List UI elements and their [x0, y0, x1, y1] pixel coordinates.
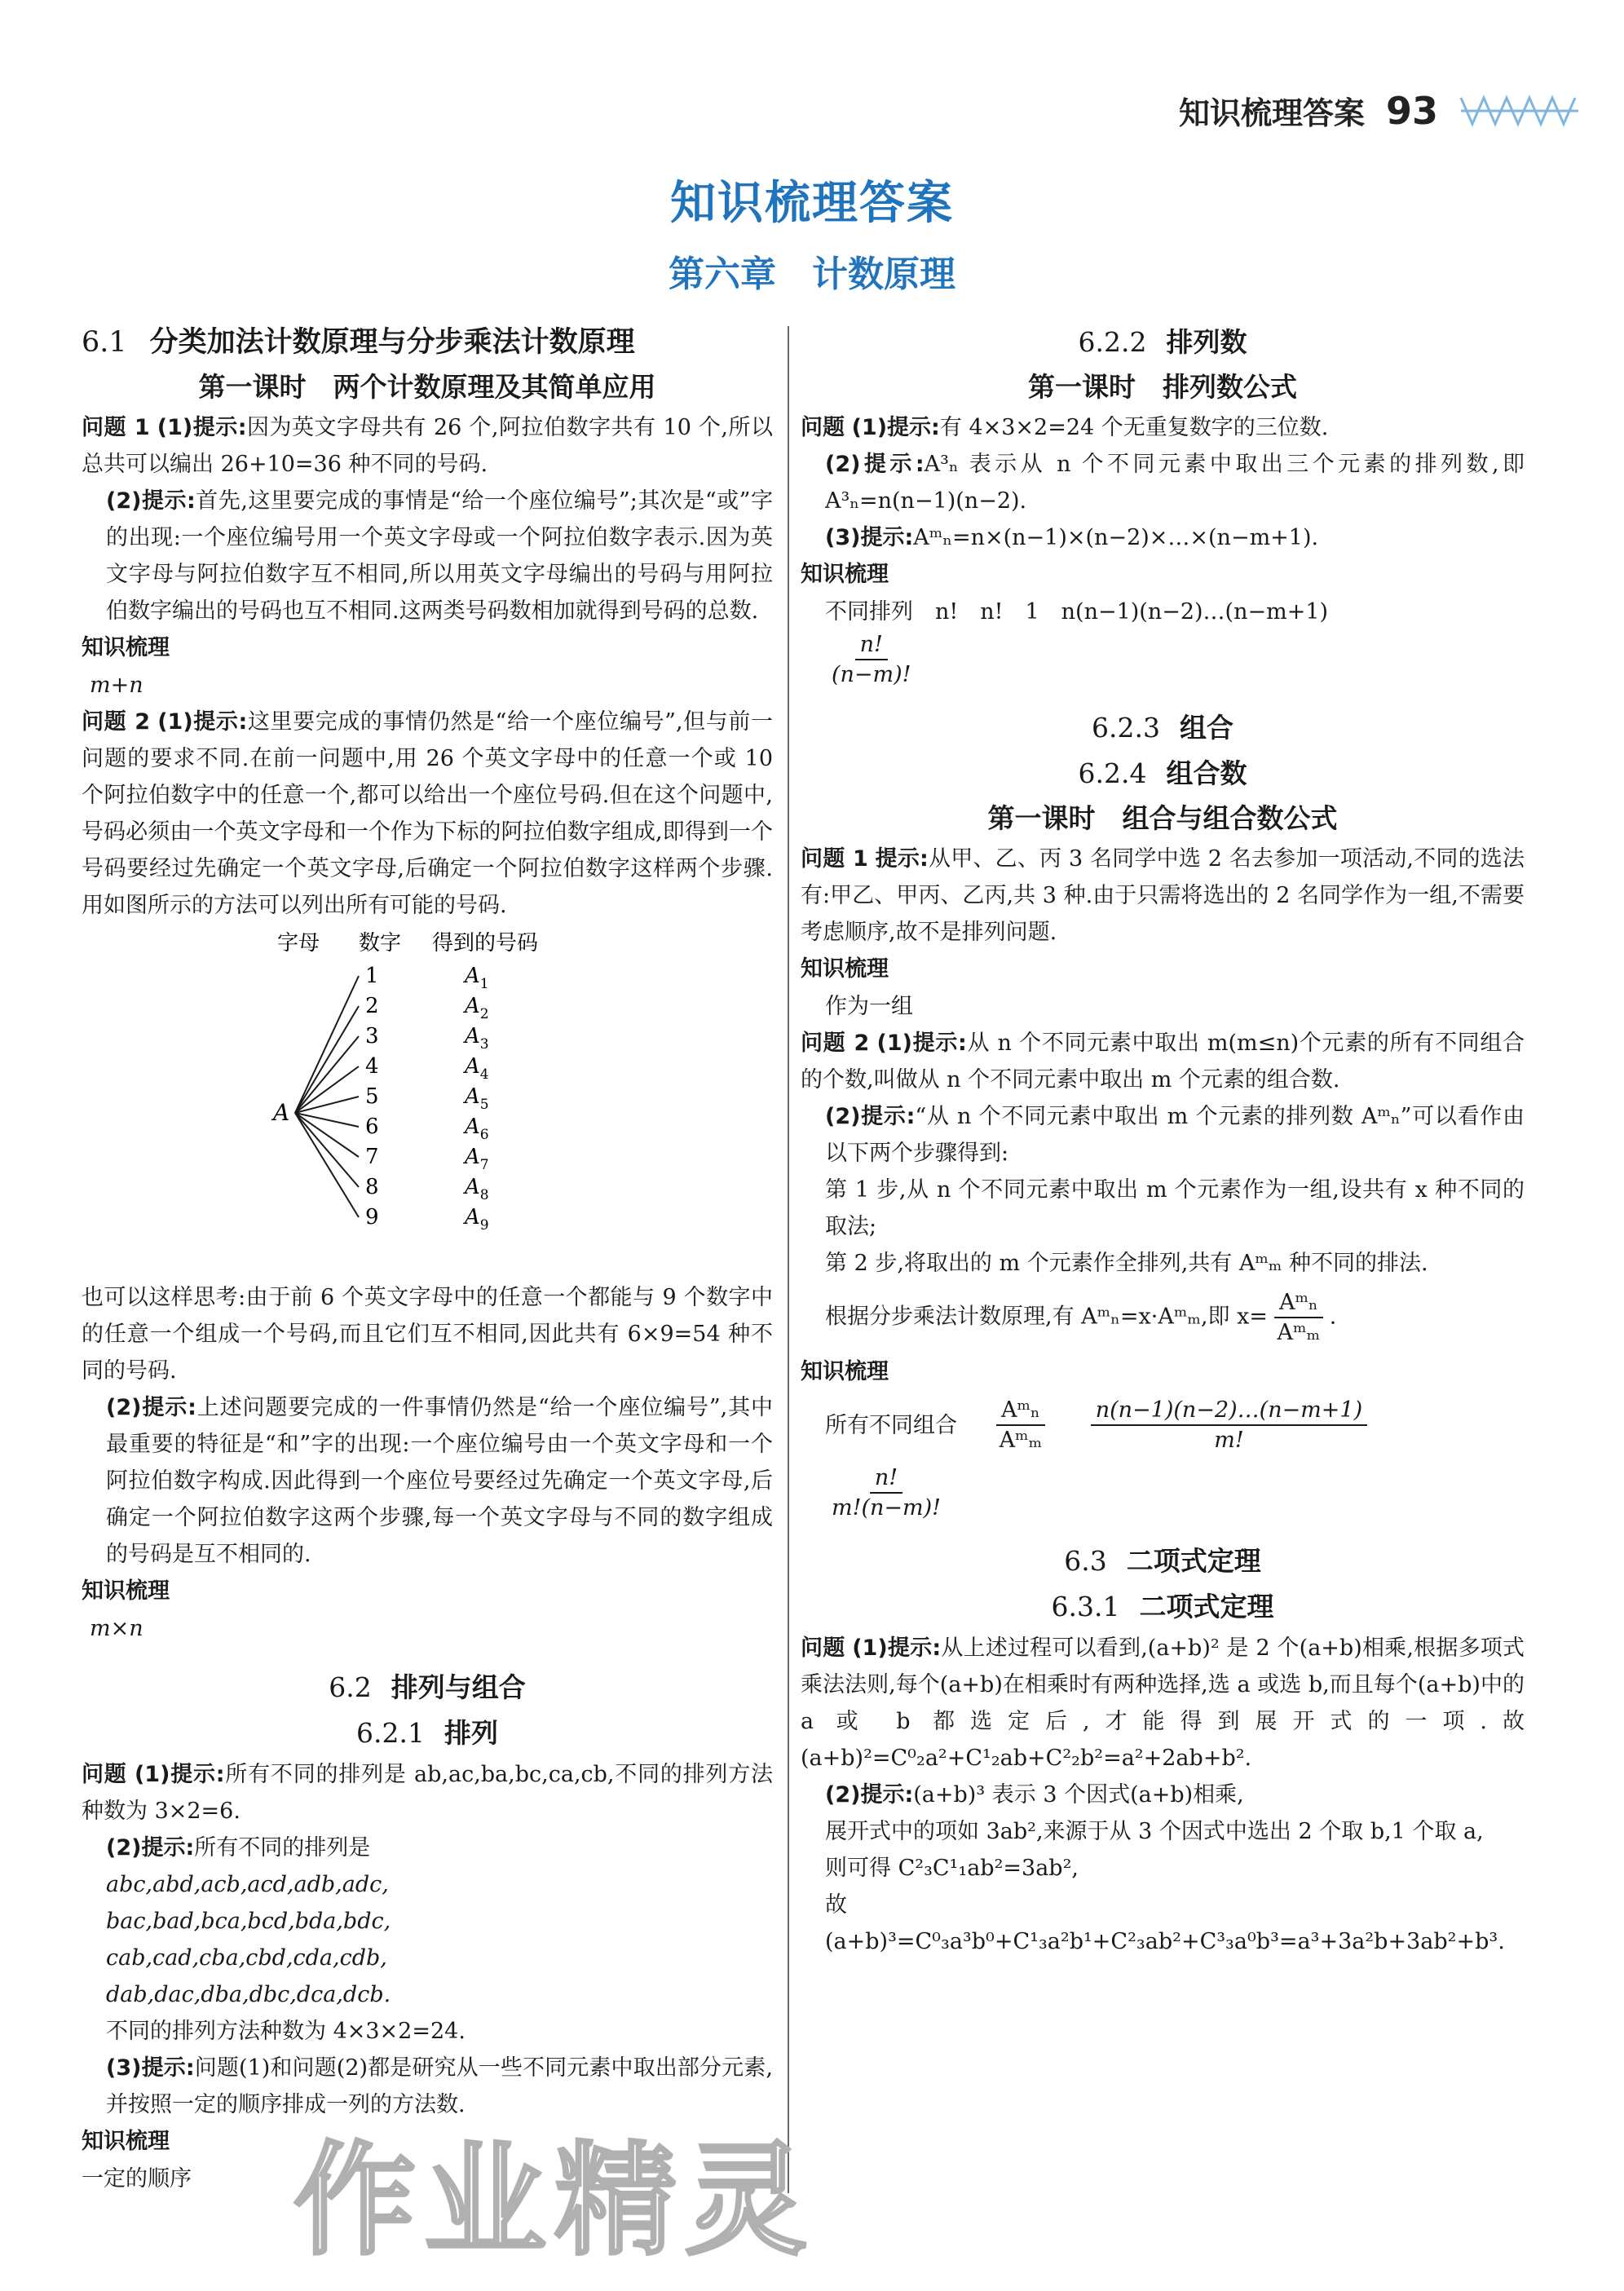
- question-binomial: [801, 1630, 1525, 1777]
- knowledge-answer-fraction: [801, 1463, 1525, 1522]
- subsection-title: 二项式定理: [1139, 1590, 1274, 1622]
- hint-part-2: [801, 1777, 1525, 1813]
- hint-label: (1)提示:: [852, 1635, 942, 1661]
- hint-text: 问题(1)和问题(2)都是研究从一些不同元素中取出部分元素,并按照一定的顺序排成一列的方法数.: [106, 2055, 774, 2117]
- permutation-list-row: dab,dac,dba,dbc,dca,dcb.: [106, 1982, 391, 2007]
- fraction: [996, 1396, 1045, 1454]
- hint-part-2: [801, 446, 1525, 519]
- hint-text: 首先,这里要完成的事情是“给一个座位编号”;其次是“或”字的出现:一个座位编号用一个英文字母或一个阿拉伯数字表示.因为英文字母与阿拉伯数字互不相同,所以用英文字母编出的号码与用阿拉伯数字编出的号码也互不相同.这两类号码数相加就得到号码的总数.: [106, 488, 773, 624]
- subsection-title: 排列数: [1166, 326, 1247, 358]
- knowledge-answer: m×n: [90, 1616, 143, 1641]
- tree-code: $A_7$: [465, 1145, 489, 1173]
- hint-text: 所有不同的排列是 ab,ac,ba,bc,ca,cb,不同的排列方法种数为 3×2=6.: [82, 1762, 774, 1824]
- hint-text: A³ₙ 表示从 n 个不同元素中取出三个元素的排列数,即 A³ₙ=n(n−1)(n−2).: [825, 452, 1525, 514]
- tree-digit: 4: [365, 1054, 379, 1079]
- fraction-numerator: n(n−1)(n−2)…(n−m+1): [1091, 1396, 1367, 1426]
- tree-header-letter: 字母: [277, 931, 320, 956]
- hint-label: (2)提示:: [106, 1835, 195, 1861]
- binomial-step: 展开式中的项如 3ab²,来源于从 3 个因式中选出 2 个取 b,1 个取 a,: [825, 1818, 1484, 1844]
- subsection-heading-6-2-4: [801, 751, 1525, 797]
- question-2: [82, 704, 773, 924]
- knowledge-answer: 不同排列 n! n! 1 n(n−1)(n−2)…(n−m+1): [825, 599, 1329, 625]
- hint-text: 因为英文字母共有 26 个,阿拉伯数字共有 10 个,所以总共可以编出 26+10=36 种不同的号码.: [82, 415, 773, 477]
- tree-digit: 7: [365, 1145, 379, 1169]
- hint-label: (2)提示:: [825, 1104, 916, 1130]
- hint-label: (2)提示:: [106, 1395, 196, 1420]
- hint-label: (3)提示:: [825, 525, 914, 550]
- knowledge-answer: 所有不同组合: [825, 1412, 957, 1438]
- knowledge-answer-row: [801, 1396, 1525, 1454]
- knowledge-summary-label: 知识梳理: [801, 956, 889, 982]
- lesson-heading: 第一课时 排列数公式: [1028, 371, 1297, 403]
- question-combination-1: [801, 841, 1525, 951]
- tree-digit: 8: [365, 1175, 379, 1199]
- tree-digit: 3: [365, 1024, 379, 1048]
- right-column: [801, 320, 1525, 1960]
- question-label: 问题 1: [801, 846, 868, 872]
- subsection-number: 6.3.1: [1051, 1590, 1120, 1622]
- knowledge-summary-label: 知识梳理: [82, 1578, 170, 1604]
- hint-text: 这里要完成的事情仍然是“给一个座位编号”,但与前一问题的要求不同.在前一问题中,用 26 个英文字母中的任意一个或 10 个阿拉伯数字中的任意一个,都可以给出一个座位号码.但在这个问题中,号码必须由一个英文字母和一个作为下标的阿拉伯数字组成,即得到一个号码要经过先确定一个英文字母,后确定一个阿拉伯数字这样两个步骤.用如图所示的方法可以列出所有可能的号码.: [82, 709, 773, 918]
- question-label: 问题: [801, 415, 845, 440]
- hint-part-3: [801, 519, 1525, 556]
- question-permutation: [82, 1756, 773, 1830]
- hint-text: 所有不同的排列是: [194, 1835, 371, 1861]
- question-arrangement-number: [801, 409, 1525, 446]
- hint-label: (3)提示:: [106, 2055, 195, 2081]
- running-header: [1179, 88, 1582, 133]
- chapter-title: 第六章 计数原理: [669, 254, 955, 295]
- permutation-list-row: abc,abd,acb,acd,adb,adc,: [106, 1872, 389, 1897]
- knowledge-summary-label: 知识梳理: [82, 2129, 170, 2154]
- tree-branch: [295, 1097, 359, 1113]
- section-number: 6.3: [1064, 1544, 1107, 1577]
- tree-digit: 9: [365, 1205, 379, 1229]
- column-divider: [788, 326, 789, 2193]
- left-column: [82, 320, 773, 2197]
- fraction: [832, 630, 911, 689]
- tree-code: $A_6$: [465, 1115, 489, 1143]
- running-header-title: 知识梳理答案: [1178, 95, 1365, 131]
- tree-diagram: [188, 929, 611, 1271]
- hint-label: (2)提示:: [825, 452, 925, 477]
- hint-text: 也可以这样思考:由于前 6 个英文字母中的任意一个都能与 9 个数字中的任意一个组成一个号码,而且它们互不相同,因此共有 6×9=54 种不同的号码.: [82, 1285, 773, 1384]
- section-title: 分类加法计数原理与分步乘法计数原理: [149, 326, 635, 359]
- fraction-numerator: Aᵐₙ: [996, 1396, 1045, 1426]
- hint-text: 从 n 个不同元素中取出 m(m≤n)个元素的所有不同组合的个数,叫做从 n 个不同元素中取出 m 个元素的组合数.: [801, 1031, 1525, 1093]
- fraction-denominator: m!: [1214, 1428, 1244, 1454]
- page-number: 93: [1385, 88, 1438, 133]
- permutation-count: 不同的排列方法种数为 4×3×2=24.: [106, 2019, 466, 2044]
- knowledge-answer: m+n: [90, 673, 143, 698]
- fraction-numerator: Aᵐₙ: [1274, 1288, 1323, 1318]
- hint-part-2: [801, 1098, 1525, 1172]
- tree-branch: [295, 1113, 359, 1217]
- hint-label: (1)提示:: [134, 1762, 225, 1787]
- section-heading-6-1: [82, 320, 773, 365]
- hint-text: 有 4×3×2=24 个无重复数字的三位数.: [939, 415, 1329, 440]
- question-1: [82, 409, 773, 483]
- knowledge-answer: 作为一组: [825, 994, 913, 1020]
- fraction-numerator: n!: [855, 630, 888, 660]
- tree-digit: 1: [365, 964, 379, 988]
- subsection-heading-6-3-1: [801, 1584, 1525, 1630]
- section-number: 6.1: [82, 326, 127, 359]
- tree-branch: [295, 1036, 359, 1113]
- section-title: 二项式定理: [1126, 1544, 1261, 1577]
- hint-text: “从 n 个不同元素中取出 m 个元素的排列数 Aᵐₙ”可以看作由以下两个步骤得到:: [825, 1104, 1525, 1167]
- hint-label: (1)提示:: [876, 1031, 967, 1057]
- subsection-heading-6-2-2: [801, 320, 1525, 365]
- tree-code: $A_3$: [465, 1024, 489, 1053]
- knowledge-summary-label: 知识梳理: [82, 635, 170, 660]
- permutation-list-row: bac,bad,bca,bcd,bda,bdc,: [106, 1909, 391, 1934]
- question-2-part-2: [82, 1389, 773, 1573]
- subsection-heading-6-2-3: [801, 705, 1525, 751]
- tree-code: $A_5$: [465, 1084, 489, 1113]
- tree-code: $A_2$: [465, 994, 489, 1022]
- question-1-part-2: [82, 483, 773, 629]
- hint-text: 从甲、乙、丙 3 名同学中选 2 名去参加一项活动,不同的选法有:甲乙、甲丙、乙丙,共 3 种.由于只需将选出的 2 名同学作为一组,不需要考虑顺序,故不是排列问题.: [801, 846, 1525, 946]
- step-1: 第 1 步,从 n 个不同元素中取出 m 个元素作为一组,设共有 x 种不同的取法;: [825, 1177, 1525, 1240]
- question-label: 问题 1: [82, 415, 150, 440]
- tree-branch: [295, 1006, 359, 1113]
- subsection-number: 6.2.1: [356, 1717, 425, 1749]
- question-permutation-part-2: [82, 1830, 773, 1866]
- question-label: 问题: [82, 1762, 127, 1787]
- question-label: 问题 2: [82, 709, 151, 735]
- fraction-denominator: m!(n−m)!: [832, 1494, 941, 1521]
- hint-label: (1)提示:: [851, 415, 940, 440]
- section-heading-6-3: [801, 1538, 1525, 1584]
- subsection-number: 6.2.3: [1092, 712, 1160, 744]
- section-number: 6.2: [329, 1671, 372, 1703]
- hint-label: 提示:: [875, 846, 929, 872]
- question-2-alt-thinking: [82, 1279, 773, 1389]
- tree-digit: 6: [365, 1115, 379, 1139]
- fraction-denominator: (n−m)!: [832, 662, 911, 688]
- tree-branches: [295, 964, 489, 1234]
- watermark: 作业精灵: [293, 2130, 816, 2272]
- header-decoration-icon: [1459, 93, 1582, 129]
- tree-header-code: 得到的号码: [432, 931, 539, 956]
- tree-root: A: [273, 1099, 290, 1126]
- fraction-denominator: Aᵐₘ: [999, 1428, 1043, 1454]
- section-title: 排列与组合: [391, 1671, 526, 1703]
- permutation-list-row: cab,cad,cba,cbd,cda,cdb,: [106, 1945, 387, 1971]
- knowledge-summary-label: 知识梳理: [801, 1359, 889, 1385]
- subsection-title: 排列: [444, 1717, 498, 1749]
- subsection-heading-6-2-1: [82, 1711, 773, 1756]
- fraction: [1274, 1288, 1323, 1347]
- tree-header-digit: 数字: [359, 931, 402, 956]
- tree-digit: 5: [365, 1084, 379, 1109]
- page-title: 知识梳理答案: [670, 177, 954, 230]
- subsection-number: 6.2.2: [1078, 326, 1147, 358]
- hint-label: (1)提示:: [157, 415, 247, 440]
- hint-label: (2)提示:: [825, 1781, 914, 1808]
- tree-code: $A_9$: [465, 1205, 489, 1234]
- section-heading-6-2: [82, 1665, 773, 1711]
- hint-text: Aᵐₙ=n×(n−1)×(n−2)×…×(n−m+1).: [913, 525, 1319, 550]
- binomial-step: 则可得 C²₃C¹₁ab²=3ab²,: [825, 1855, 1079, 1881]
- hint-label: (1)提示:: [157, 709, 248, 735]
- tree-code: $A_1$: [465, 964, 489, 992]
- lesson-heading: 第一课时 两个计数原理及其简单应用: [198, 371, 656, 403]
- tree-branch: [295, 976, 359, 1113]
- hint-text: (a+b)³ 表示 3 个因式(a+b)相乘,: [913, 1781, 1244, 1808]
- hint-text: 上述问题要完成的一件事情仍然是“给一个座位编号”,其中最重要的特征是“和”字的出现:一个座位编号由一个英文字母和一个阿拉伯数字构成.因此得到一个座位号要经过先确定一个英文字母,后确定一个阿拉伯数字这两个步骤,每一个英文字母与不同的数字组成的号码是互不相同的.: [106, 1395, 773, 1567]
- tree-code: $A_8$: [465, 1175, 489, 1203]
- hint-label: (2)提示:: [106, 488, 196, 514]
- subsection-number: 6.2.4: [1078, 757, 1147, 790]
- fraction: [832, 1463, 941, 1522]
- subsection-title: 组合: [1179, 712, 1233, 744]
- hint-text: 从上述过程可以看到,(a+b)² 是 2 个(a+b)相乘,根据多项式乘法法则,每个(a+b)在相乘时有两种选择,选 a 或选 b,而且每个(a+b)中的 a 或 b 都选定后,才能得到展开式的一项.故(a+b)²=C⁰₂a²+C¹₂ab+C²₂b²=a²+2ab+b².: [801, 1635, 1525, 1771]
- question-label: 问题: [801, 1635, 845, 1661]
- fraction: [1091, 1396, 1367, 1454]
- lesson-heading: 第一课时 组合与组合数公式: [987, 802, 1338, 835]
- question-permutation-part-3: [82, 2050, 773, 2123]
- knowledge-answer: 一定的顺序: [82, 2166, 192, 2192]
- subsection-title: 组合数: [1166, 757, 1247, 790]
- step-2: 第 2 步,将取出的 m 个元素作全排列,共有 Aᵐₘ 种不同的排法.: [825, 1251, 1428, 1277]
- fraction-denominator: Aᵐₘ: [1277, 1320, 1321, 1346]
- knowledge-summary-label: 知识梳理: [801, 562, 889, 587]
- question-combination-2: [801, 1025, 1525, 1098]
- tree-digit: 2: [365, 994, 379, 1018]
- derivation-text: 根据分步乘法计数原理,有 Aᵐₙ=x·Aᵐₘ,即 x=: [825, 1304, 1268, 1330]
- combination-derivation: 根据分步乘法计数原理,有 Aᵐₙ=x·Aᵐₘ,即 x= $\frac{\text{Aᵐₙ}}{\text{Aᵐₘ}}$ .: [801, 1288, 1525, 1347]
- binomial-result: 故(a+b)³=C⁰₃a³b⁰+C¹₃a²b¹+C²₃ab²+C³₃a⁰b³=a³+3a²b+3ab²+b³.: [825, 1892, 1505, 1954]
- fraction-numerator: n!: [870, 1463, 902, 1494]
- question-label: 问题 2: [801, 1031, 870, 1057]
- tree-code: $A_4$: [465, 1054, 489, 1083]
- knowledge-answer-fraction: [801, 630, 1525, 689]
